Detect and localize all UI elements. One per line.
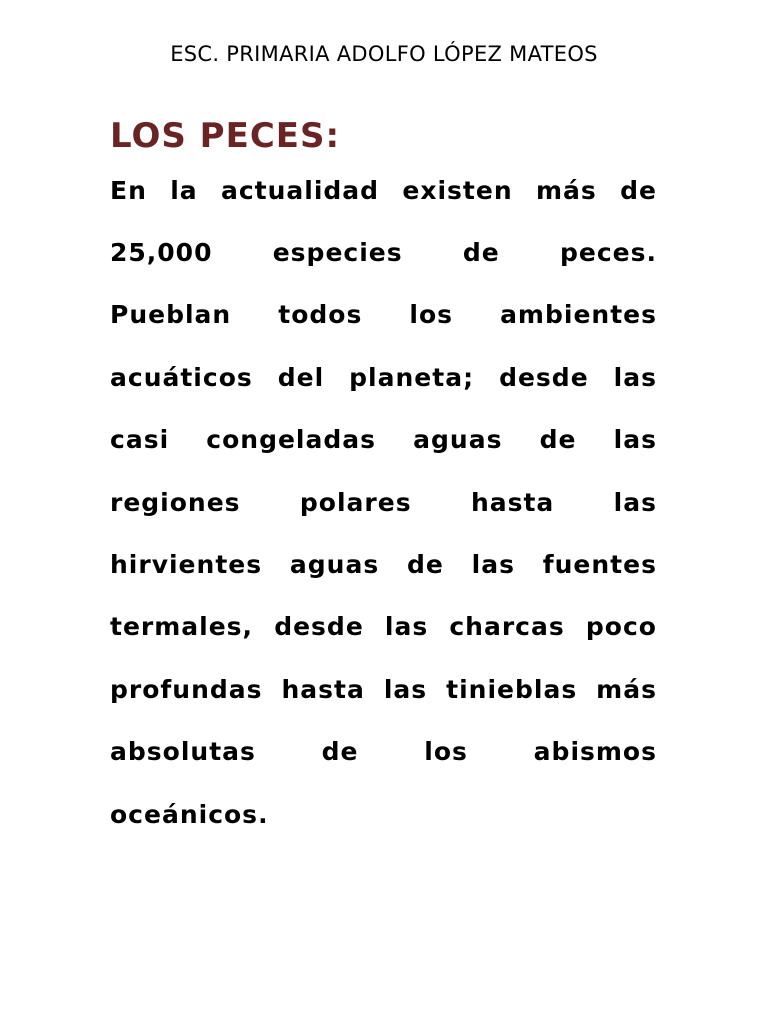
paragraph-word: ambientes [500, 300, 657, 330]
paragraph-word: Pueblan [110, 300, 232, 330]
paragraph-word: las [384, 612, 429, 642]
paragraph-word: fuentes [542, 550, 657, 580]
paragraph-word: congeladas [206, 425, 377, 455]
paragraph-word: desde [499, 362, 589, 392]
paragraph-word: de [321, 737, 359, 767]
paragraph-body [110, 159, 657, 845]
paragraph-word: los [424, 737, 468, 767]
paragraph-word: más [596, 674, 657, 704]
paragraph-word: regiones [110, 487, 241, 517]
paragraph-word: existen [402, 175, 513, 205]
paragraph-line [110, 783, 657, 845]
paragraph-line [110, 658, 657, 720]
paragraph-word: charcas [449, 612, 565, 642]
paragraph-word: planeta; [349, 362, 475, 392]
paragraph-word: aguas [413, 425, 503, 455]
paragraph-word: 25,000 [110, 238, 213, 268]
paragraph-word: de [462, 238, 500, 268]
paragraph-word: la [170, 175, 198, 205]
paragraph-word: las [613, 487, 657, 517]
paragraph-word: oceánicos. [110, 799, 269, 829]
paragraph-line [110, 221, 657, 283]
paragraph-word: poco [585, 612, 657, 642]
paragraph-word: de [620, 175, 657, 205]
paragraph-line [110, 346, 657, 408]
paragraph-word: aguas [289, 550, 380, 580]
paragraph-word: hasta [281, 674, 365, 704]
paragraph-word: En [110, 175, 147, 205]
paragraph-word: desde [274, 612, 364, 642]
school-name: ESC. PRIMARIA ADOLFO LÓPEZ MATEOS [170, 42, 598, 66]
paragraph-word: abismos [533, 737, 657, 767]
paragraph-word: las [383, 674, 428, 704]
paragraph-line [110, 471, 657, 533]
paragraph-word: más [535, 175, 597, 205]
paragraph-line [110, 596, 657, 658]
paragraph-word: absolutas [110, 737, 256, 767]
paragraph-word: las [613, 362, 657, 392]
paragraph-word: tinieblas [446, 674, 578, 704]
paragraph-word: del [277, 362, 325, 392]
paragraph-word: los [409, 300, 454, 330]
paragraph-line [110, 721, 657, 783]
paragraph-line [110, 159, 657, 221]
paragraph-word: actualidad [220, 175, 380, 205]
paragraph-word: de [407, 550, 444, 580]
paragraph-line [110, 533, 657, 595]
paragraph-word: las [471, 550, 515, 580]
paragraph-line [110, 409, 657, 471]
paragraph-word: casi [110, 425, 170, 455]
paragraph-word: acuáticos [110, 362, 253, 392]
paragraph-word: polares [299, 487, 412, 517]
paragraph-word: todos [278, 300, 363, 330]
paragraph-word: profundas [110, 674, 263, 704]
paragraph-word: termales, [110, 612, 254, 642]
paragraph-line [110, 284, 657, 346]
paragraph-word: peces. [559, 238, 657, 268]
paragraph-word: especies [272, 238, 403, 268]
paragraph-word: de [539, 425, 577, 455]
paragraph-word: las [613, 425, 657, 455]
document-title: LOS PECES: [110, 116, 341, 156]
paragraph-word: hirvientes [110, 550, 263, 580]
paragraph-word: hasta [470, 487, 555, 517]
